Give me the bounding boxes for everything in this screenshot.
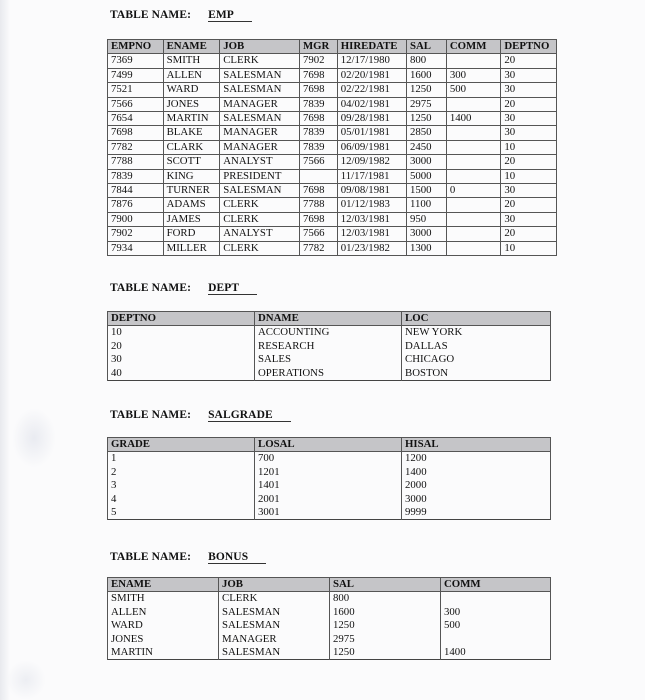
table-cell: 7902 — [299, 54, 337, 68]
table-cell: 3001 — [255, 506, 402, 520]
table-cell: 30 — [108, 353, 255, 366]
table-cell: 2 — [108, 466, 255, 479]
table-cell: 1250 — [330, 646, 441, 660]
table-cell: 1600 — [406, 68, 446, 82]
table-cell: ANALYST — [220, 155, 300, 169]
table-row — [108, 212, 557, 226]
table-cell — [446, 169, 501, 183]
table-cell: 500 — [446, 83, 501, 97]
table-cell: 2975 — [406, 97, 446, 111]
table-cell: 1600 — [330, 606, 441, 619]
table-cell: MARTIN — [163, 112, 220, 126]
table-cell: 12/03/1981 — [337, 212, 406, 226]
table-cell — [446, 227, 501, 241]
table-row — [108, 227, 557, 241]
table-cell: TURNER — [163, 184, 220, 198]
table-cell: FORD — [163, 227, 220, 241]
table-cell: 20 — [108, 340, 255, 353]
table-cell: SCOTT — [163, 155, 220, 169]
table-cell: MARTIN — [108, 646, 219, 660]
bonus-header-row — [108, 578, 551, 592]
table-cell: 20 — [501, 54, 557, 68]
table-row — [108, 466, 551, 479]
table-cell: KING — [163, 169, 220, 183]
emp-column-header: ENAME — [163, 40, 220, 54]
table-cell: 1500 — [406, 184, 446, 198]
bonus-column-header: JOB — [219, 578, 330, 592]
table-cell: 2850 — [406, 126, 446, 140]
table-cell: 1250 — [406, 112, 446, 126]
dept-header-row — [108, 312, 551, 326]
table-cell: 1400 — [402, 466, 551, 479]
table-cell: 40 — [108, 367, 255, 381]
table-cell: 01/23/1982 — [337, 241, 406, 255]
dept-caption-label: TABLE NAME: — [110, 282, 192, 294]
table-cell: SALESMAN — [220, 184, 300, 198]
table-cell: SALESMAN — [220, 112, 300, 126]
table-row — [108, 452, 551, 466]
table-cell: DALLAS — [402, 340, 551, 353]
table-row — [108, 155, 557, 169]
scan-smudge — [12, 408, 56, 468]
table-cell: 30 — [501, 212, 557, 226]
table-cell: 7839 — [299, 97, 337, 111]
dept-caption — [110, 282, 257, 295]
table-cell: 7698 — [299, 112, 337, 126]
table-cell: 12/03/1981 — [337, 227, 406, 241]
table-cell: WARD — [108, 619, 219, 632]
table-row — [108, 633, 551, 646]
table-cell: 7900 — [108, 212, 164, 226]
bonus-column-header: COMM — [441, 578, 551, 592]
emp-column-header: JOB — [220, 40, 300, 54]
table-cell: 12/09/1982 — [337, 155, 406, 169]
table-cell: 30 — [501, 112, 557, 126]
table-cell: 7698 — [299, 184, 337, 198]
table-cell — [446, 126, 501, 140]
table-cell: 7698 — [108, 126, 164, 140]
salgrade-table — [107, 437, 551, 520]
dept-column-header: DNAME — [255, 312, 402, 326]
table-cell: 01/12/1983 — [337, 198, 406, 212]
table-row — [108, 83, 557, 97]
salgrade-table-name: SALGRADE — [208, 409, 291, 422]
table-cell: 7566 — [299, 227, 337, 241]
table-cell: 950 — [406, 212, 446, 226]
salgrade-column-header: HISAL — [402, 438, 551, 452]
scan-smudge — [6, 660, 46, 700]
table-row — [108, 479, 551, 492]
table-row — [108, 198, 557, 212]
table-cell: CLERK — [220, 198, 300, 212]
emp-column-header: SAL — [406, 40, 446, 54]
table-row — [108, 493, 551, 506]
table-cell: CLERK — [220, 241, 300, 255]
table-row — [108, 592, 551, 606]
table-cell — [299, 169, 337, 183]
table-cell: 3 — [108, 479, 255, 492]
bonus-table-name: BONUS — [208, 551, 266, 564]
table-cell: 0 — [446, 184, 501, 198]
table-cell: 9999 — [402, 506, 551, 520]
table-cell: CLERK — [219, 592, 330, 606]
table-row — [108, 241, 557, 255]
table-cell — [446, 54, 501, 68]
table-row — [108, 54, 557, 68]
table-cell: 1400 — [441, 646, 551, 660]
table-cell: 20 — [501, 227, 557, 241]
salgrade-column-header: LOSAL — [255, 438, 402, 452]
table-cell: ALLEN — [108, 606, 219, 619]
table-cell: 30 — [501, 184, 557, 198]
table-row — [108, 353, 551, 366]
table-cell: 800 — [330, 592, 441, 606]
table-cell: ANALYST — [220, 227, 300, 241]
table-cell: 7698 — [299, 83, 337, 97]
table-cell: 2000 — [402, 479, 551, 492]
table-cell: 7876 — [108, 198, 164, 212]
table-cell — [441, 592, 551, 606]
bonus-caption-label: TABLE NAME: — [110, 551, 192, 563]
table-cell: CLERK — [220, 54, 300, 68]
table-cell: JONES — [163, 97, 220, 111]
table-cell — [446, 212, 501, 226]
table-cell: ALLEN — [163, 68, 220, 82]
table-row — [108, 340, 551, 353]
table-cell: 7782 — [108, 140, 164, 154]
table-cell: 3000 — [406, 227, 446, 241]
table-cell: 7839 — [299, 140, 337, 154]
dept-column-header: LOC — [402, 312, 551, 326]
table-cell — [446, 241, 501, 255]
table-cell: 7839 — [108, 169, 164, 183]
table-cell: OPERATIONS — [255, 367, 402, 381]
table-cell: 06/09/1981 — [337, 140, 406, 154]
dept-table-name: DEPT — [208, 282, 257, 295]
table-row — [108, 184, 557, 198]
table-row — [108, 169, 557, 183]
table-cell: 5000 — [406, 169, 446, 183]
table-row — [108, 367, 551, 381]
table-cell: MANAGER — [219, 633, 330, 646]
table-cell: 20 — [501, 155, 557, 169]
table-cell: ACCOUNTING — [255, 326, 402, 340]
table-cell: SALESMAN — [220, 83, 300, 97]
table-cell: MILLER — [163, 241, 220, 255]
table-cell: 09/08/1981 — [337, 184, 406, 198]
table-cell: 300 — [446, 68, 501, 82]
table-cell: 7566 — [299, 155, 337, 169]
table-row — [108, 326, 551, 340]
table-cell: 500 — [441, 619, 551, 632]
emp-column-header: HIREDATE — [337, 40, 406, 54]
table-cell: ADAMS — [163, 198, 220, 212]
table-cell: 1200 — [402, 452, 551, 466]
table-cell: SALESMAN — [219, 646, 330, 660]
emp-table-name: EMP — [208, 9, 252, 22]
dept-table — [107, 311, 551, 381]
table-cell: 20 — [501, 97, 557, 111]
table-cell: 7788 — [108, 155, 164, 169]
table-cell: 4 — [108, 493, 255, 506]
bonus-caption — [110, 551, 266, 564]
table-row — [108, 506, 551, 520]
table-cell: 3000 — [406, 155, 446, 169]
table-cell: 1201 — [255, 466, 402, 479]
table-cell: 7654 — [108, 112, 164, 126]
table-row — [108, 68, 557, 82]
table-cell: 30 — [501, 68, 557, 82]
table-cell: 7782 — [299, 241, 337, 255]
table-cell: MANAGER — [220, 97, 300, 111]
table-cell: 800 — [406, 54, 446, 68]
table-cell: BLAKE — [163, 126, 220, 140]
table-row — [108, 606, 551, 619]
salgrade-caption-label: TABLE NAME: — [110, 409, 192, 421]
salgrade-caption — [110, 409, 291, 422]
table-cell: 7521 — [108, 83, 164, 97]
table-cell — [446, 198, 501, 212]
table-cell: 1100 — [406, 198, 446, 212]
table-cell: 10 — [501, 140, 557, 154]
table-cell — [446, 140, 501, 154]
table-cell: 700 — [255, 452, 402, 466]
table-cell: 1400 — [446, 112, 501, 126]
table-cell: 2975 — [330, 633, 441, 646]
table-cell: 7934 — [108, 241, 164, 255]
salgrade-header-row — [108, 438, 551, 452]
table-cell: 5 — [108, 506, 255, 520]
table-row — [108, 619, 551, 632]
table-cell: CLERK — [220, 212, 300, 226]
table-cell: 11/17/1981 — [337, 169, 406, 183]
table-cell: JONES — [108, 633, 219, 646]
bonus-column-header: SAL — [330, 578, 441, 592]
table-cell: 7698 — [299, 68, 337, 82]
table-cell: CLARK — [163, 140, 220, 154]
table-cell: 7566 — [108, 97, 164, 111]
table-cell: 1300 — [406, 241, 446, 255]
table-row — [108, 97, 557, 111]
table-cell: SMITH — [163, 54, 220, 68]
table-row — [108, 646, 551, 660]
table-cell: 2001 — [255, 493, 402, 506]
table-cell: MANAGER — [220, 126, 300, 140]
table-cell: NEW YORK — [402, 326, 551, 340]
dept-column-header: DEPTNO — [108, 312, 255, 326]
table-row — [108, 140, 557, 154]
salgrade-column-header: GRADE — [108, 438, 255, 452]
emp-caption-label: TABLE NAME: — [110, 9, 192, 21]
bonus-table — [107, 577, 551, 660]
table-cell: 1250 — [406, 83, 446, 97]
table-cell: 04/02/1981 — [337, 97, 406, 111]
table-cell: 05/01/1981 — [337, 126, 406, 140]
table-cell — [446, 155, 501, 169]
table-cell: 7902 — [108, 227, 164, 241]
table-cell: 10 — [501, 241, 557, 255]
table-cell: 7698 — [299, 212, 337, 226]
table-cell: JAMES — [163, 212, 220, 226]
table-cell: 2450 — [406, 140, 446, 154]
table-cell: 1 — [108, 452, 255, 466]
table-cell: RESEARCH — [255, 340, 402, 353]
table-cell: 7844 — [108, 184, 164, 198]
emp-header-row — [108, 40, 557, 54]
table-cell: 7839 — [299, 126, 337, 140]
table-cell: 02/20/1981 — [337, 68, 406, 82]
emp-column-header: EMPNO — [108, 40, 164, 54]
table-cell: SMITH — [108, 592, 219, 606]
table-cell: 30 — [501, 83, 557, 97]
page-edge-shadow — [0, 0, 10, 700]
emp-column-header: COMM — [446, 40, 501, 54]
table-cell — [441, 633, 551, 646]
table-cell: 3000 — [402, 493, 551, 506]
table-row — [108, 126, 557, 140]
table-cell: SALESMAN — [220, 68, 300, 82]
table-row — [108, 112, 557, 126]
table-cell: 12/17/1980 — [337, 54, 406, 68]
table-cell: 02/22/1981 — [337, 83, 406, 97]
table-cell: PRESIDENT — [220, 169, 300, 183]
emp-caption — [110, 9, 252, 22]
table-cell: 10 — [108, 326, 255, 340]
table-cell: 7788 — [299, 198, 337, 212]
table-cell: MANAGER — [220, 140, 300, 154]
table-cell: CHICAGO — [402, 353, 551, 366]
table-cell: 1401 — [255, 479, 402, 492]
table-cell: 7499 — [108, 68, 164, 82]
table-cell: 10 — [501, 169, 557, 183]
table-cell: SALES — [255, 353, 402, 366]
emp-column-header: MGR — [299, 40, 337, 54]
table-cell: BOSTON — [402, 367, 551, 381]
table-cell: 300 — [441, 606, 551, 619]
table-cell: 20 — [501, 198, 557, 212]
table-cell: SALESMAN — [219, 619, 330, 632]
table-cell: 30 — [501, 126, 557, 140]
table-cell: WARD — [163, 83, 220, 97]
emp-table — [107, 39, 557, 256]
table-cell: 1250 — [330, 619, 441, 632]
table-cell: 7369 — [108, 54, 164, 68]
table-cell: 09/28/1981 — [337, 112, 406, 126]
emp-column-header: DEPTNO — [501, 40, 557, 54]
table-cell — [446, 97, 501, 111]
table-cell: SALESMAN — [219, 606, 330, 619]
bonus-column-header: ENAME — [108, 578, 219, 592]
